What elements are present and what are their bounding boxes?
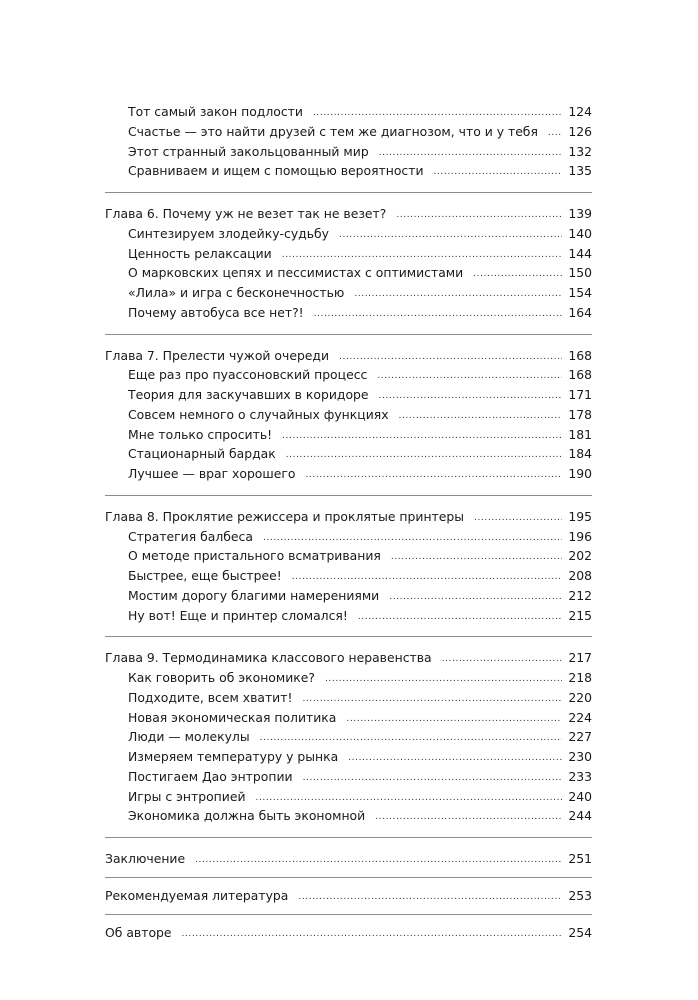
toc-section — [105, 648, 592, 838]
toc-entry-title: Глава 6. Почему уж не везет так не везет? — [105, 206, 387, 221]
toc-page-number: 220 — [568, 689, 592, 705]
toc-page-number: 124 — [568, 104, 592, 119]
dot-leader — [303, 769, 563, 789]
toc-entry-title: Ну вот! Еще и принтер сломался! — [128, 607, 348, 623]
toc-chapter-entry[interactable] — [105, 507, 592, 527]
dot-leader — [325, 670, 562, 690]
toc-page-number: 184 — [568, 446, 592, 462]
toc-entry-title: Совсем немного о случайных функциях — [128, 406, 389, 422]
toc-page-number: 140 — [568, 225, 592, 241]
toc-section-entry[interactable] — [105, 385, 592, 405]
toc-entry-title: Заключение — [105, 851, 186, 866]
dot-leader — [292, 568, 563, 588]
dot-leader — [354, 285, 562, 305]
dot-leader — [195, 851, 562, 871]
toc-page-number: 254 — [568, 924, 592, 940]
toc-section-entry[interactable] — [105, 303, 592, 323]
toc-page-number: 208 — [568, 568, 592, 583]
dot-leader — [286, 446, 563, 466]
dot-leader — [282, 427, 562, 447]
dot-leader — [358, 608, 563, 628]
toc-entry-title: Этот странный закольцованный мир — [128, 143, 369, 159]
toc-page-number: 171 — [568, 387, 592, 402]
dot-leader — [389, 588, 562, 608]
toc-entry-title: Рекомендуемая литература — [105, 887, 289, 903]
toc-section-entry[interactable] — [105, 244, 592, 264]
toc-page-number: 190 — [568, 466, 592, 481]
toc-section-entry[interactable] — [105, 586, 592, 606]
toc-entry-title: «Лила» и игра с бесконечностью — [128, 285, 345, 300]
dot-leader — [391, 548, 562, 568]
toc-page-number: 217 — [568, 650, 592, 666]
toc-section-entry[interactable] — [105, 566, 592, 586]
toc-page-number: 212 — [568, 587, 592, 603]
toc-section-entry[interactable] — [105, 122, 592, 142]
toc-entry-title: Теория для заскучавших в коридоре — [128, 387, 369, 402]
toc-page-number: 215 — [568, 607, 592, 623]
toc-page-number: 150 — [568, 265, 592, 281]
toc-entry-title: Лучшее — враг хорошего — [128, 466, 296, 481]
toc-section-entry[interactable] — [105, 727, 592, 747]
toc-entry-title: Глава 9. Термодинамика классового неравенства — [105, 650, 432, 666]
toc-section-entry[interactable] — [105, 283, 592, 303]
toc-section-entry[interactable] — [105, 606, 592, 626]
toc-section — [105, 102, 592, 193]
dot-leader — [474, 509, 562, 529]
toc-page-number: 168 — [568, 347, 592, 363]
toc-page-number: 253 — [568, 887, 592, 903]
dot-leader — [298, 888, 562, 908]
toc-entry-title: Подходите, всем хватит! — [128, 689, 293, 705]
toc-page-number: 195 — [568, 508, 592, 524]
toc-section-entry[interactable] — [105, 405, 592, 425]
toc-section — [105, 849, 592, 878]
toc-page-number: 230 — [568, 749, 592, 764]
toc-section — [105, 346, 592, 496]
toc-section-entry[interactable] — [105, 806, 592, 826]
toc-entry-title: Быстрее, еще быстрее! — [128, 568, 282, 583]
toc-section-entry[interactable] — [105, 444, 592, 464]
dot-leader — [348, 749, 562, 769]
toc-chapter-entry[interactable] — [105, 923, 592, 943]
toc-entry-title: Измеряем температуру у рынка — [128, 749, 339, 764]
toc-section-entry[interactable] — [105, 263, 592, 283]
toc-entry-title: Постигаем Дао энтропии — [128, 768, 293, 784]
dot-leader — [377, 367, 562, 387]
toc-page-number: 224 — [568, 709, 592, 725]
toc-entry-title: Стационарный бардак — [128, 446, 276, 462]
toc-entry-title: Счастье — это найти друзей с тем же диагнозом, что и у тебя — [128, 123, 538, 139]
toc-section-entry[interactable] — [105, 365, 592, 385]
dot-leader — [548, 124, 562, 144]
toc-entry-title: Глава 8. Проклятие режиссера и проклятые принтеры — [105, 508, 465, 524]
toc-page-number: 126 — [568, 123, 592, 139]
toc-page-number: 240 — [568, 788, 592, 804]
toc-section — [105, 923, 592, 951]
toc-section-entry[interactable] — [105, 224, 592, 244]
toc-entry-title: Мне только спросить! — [128, 426, 273, 442]
dot-leader — [346, 710, 562, 730]
toc-chapter-entry[interactable] — [105, 204, 592, 224]
toc-page-number: 227 — [568, 729, 592, 745]
toc-entry-title: Стратегия балбеса — [128, 528, 253, 544]
toc-page-number: 233 — [568, 768, 592, 784]
dot-leader — [379, 387, 563, 407]
toc-section-entry[interactable] — [105, 787, 592, 807]
toc-section-entry[interactable] — [105, 708, 592, 728]
toc-entry-title: Люди — молекулы — [128, 729, 250, 745]
dot-leader — [473, 265, 562, 285]
dot-leader — [434, 163, 563, 183]
toc-section-entry[interactable] — [105, 425, 592, 445]
toc-entry-title: Об авторе — [105, 924, 172, 940]
toc-entry-title: Сравниваем и ищем с помощью вероятности — [128, 163, 424, 179]
dot-leader — [182, 925, 563, 945]
dot-leader — [263, 529, 562, 549]
toc-entry-title: Экономика должна быть экономной — [128, 808, 366, 824]
toc-page-number: 168 — [568, 367, 592, 383]
toc-page-number: 164 — [568, 304, 592, 320]
dot-leader — [399, 407, 563, 427]
dot-leader — [256, 789, 563, 809]
toc-entry-title: О методе пристального всматривания — [128, 548, 381, 564]
toc-chapter-entry[interactable] — [105, 849, 592, 869]
toc-entry-title: О марковских цепях и пессимистах с оптимистами — [128, 265, 464, 281]
dot-leader — [339, 348, 562, 368]
toc-section — [105, 886, 592, 915]
toc-chapter-entry[interactable] — [105, 648, 592, 668]
dot-leader — [379, 144, 563, 164]
dot-leader — [396, 206, 562, 226]
toc-section — [105, 204, 592, 335]
dot-leader — [314, 305, 563, 325]
toc-page-number: 218 — [568, 670, 592, 685]
toc-entry-title: Мостим дорогу благими намерениями — [128, 587, 380, 603]
dot-leader — [305, 466, 562, 486]
toc-page-number: 139 — [568, 206, 592, 221]
dot-leader — [313, 104, 562, 124]
toc-entry-title: Синтезируем злодейку-судьбу — [128, 225, 330, 241]
dot-leader — [442, 650, 563, 670]
toc-page-number: 202 — [568, 548, 592, 564]
toc-section-entry[interactable] — [105, 688, 592, 708]
toc-section-entry[interactable] — [105, 464, 592, 484]
toc-section-entry[interactable] — [105, 142, 592, 162]
table-of-contents — [105, 102, 592, 958]
dot-leader — [282, 246, 563, 266]
toc-page-number: 135 — [568, 163, 592, 179]
toc-section-entry[interactable] — [105, 527, 592, 547]
dot-leader — [375, 808, 562, 828]
toc-entry-title: Тот самый закон подлости — [128, 104, 303, 119]
toc-entry-title: Еще раз про пуассоновский процесс — [128, 367, 368, 383]
toc-page-number: 181 — [568, 426, 592, 442]
toc-page-number: 251 — [568, 851, 592, 866]
toc-section-entry[interactable] — [105, 668, 592, 688]
toc-section-entry[interactable] — [105, 546, 592, 566]
toc-page-number: 178 — [568, 406, 592, 422]
toc-entry-title: Новая экономическая политика — [128, 709, 337, 725]
toc-page-number: 154 — [568, 285, 592, 300]
toc-section-entry[interactable] — [105, 767, 592, 787]
toc-page-number: 196 — [568, 528, 592, 544]
toc-chapter-entry[interactable] — [105, 886, 592, 906]
dot-leader — [302, 690, 562, 710]
toc-entry-title: Почему автобуса все нет?! — [128, 304, 304, 320]
toc-entry-title: Ценность релаксации — [128, 245, 272, 261]
toc-entry-title: Игры с энтропией — [128, 788, 246, 804]
dot-leader — [260, 729, 563, 749]
toc-page-number: 144 — [568, 245, 592, 261]
toc-section — [105, 507, 592, 638]
toc-page-number: 132 — [568, 143, 592, 159]
toc-page-number: 244 — [568, 808, 592, 824]
toc-entry-title: Как говорить об экономике? — [128, 670, 315, 685]
toc-entry-title: Глава 7. Прелести чужой очереди — [105, 347, 330, 363]
dot-leader — [339, 226, 562, 246]
toc-chapter-entry[interactable] — [105, 346, 592, 366]
toc-section-entry[interactable] — [105, 161, 592, 181]
toc-section-entry[interactable] — [105, 102, 592, 122]
toc-section-entry[interactable] — [105, 747, 592, 767]
